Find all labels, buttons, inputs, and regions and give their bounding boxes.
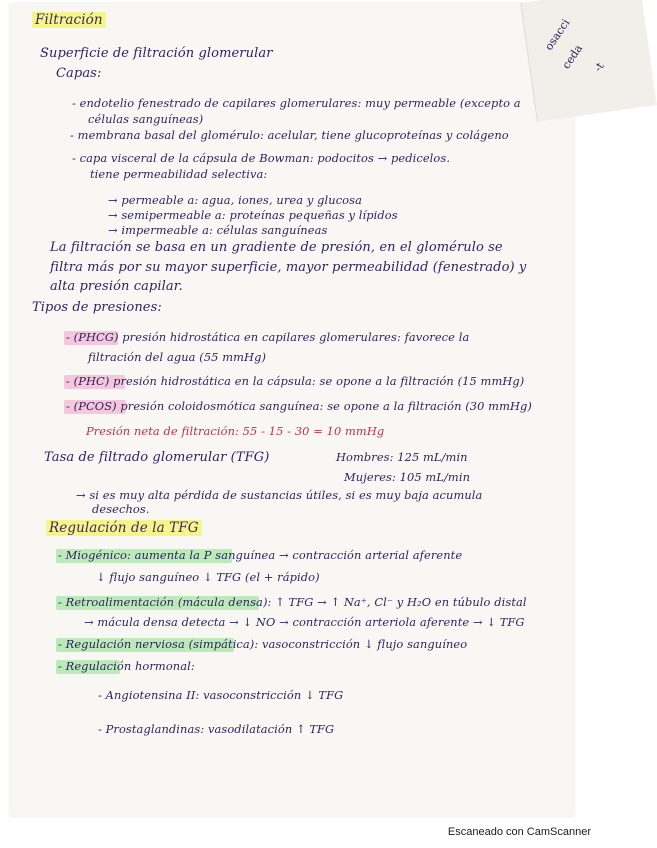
note-line: - Prostaglandinas: vasodilatación ↑ TFG: [98, 722, 335, 736]
note-line: alta presión capilar.: [50, 279, 183, 294]
net-pressure-line: Presión neta de filtración: 55 - 15 - 30 = 10 mmHg: [86, 424, 385, 438]
note-line: → si es muy alta pérdida de sustancias útiles, si es muy baja acumula: [76, 488, 483, 502]
scanner-watermark: Escaneado con CamScanner: [447, 826, 591, 838]
note-line: filtración del agua (55 mmHg): [88, 350, 267, 364]
note-line: desechos.: [92, 502, 150, 516]
note-line: - Retroalimentación (mácula densa): ↑ TFG → ↑ Na⁺, Cl⁻ y H₂O en túbulo distal: [58, 595, 527, 609]
note-line: → permeable a: agua, iones, urea y glucosa: [108, 193, 362, 207]
note-line: - Regulación hormonal:: [58, 659, 195, 673]
corner-text-3: -t: [591, 60, 607, 75]
notebook-page: [10, 4, 607, 816]
note-line: La filtración se basa en un gradiente de presión, en el glomérulo se: [50, 240, 503, 255]
note-line: - membrana basal del glomérulo: acelular, tiene glucoproteínas y colágeno: [70, 128, 509, 142]
note-line: → impermeable a: células sanguíneas: [108, 223, 328, 237]
note-line: - Angiotensina II: vasoconstricción ↓ TFG: [98, 688, 344, 702]
note-line: - endotelio fenestrado de capilares glomerulares: muy permeable (excepto a: [72, 96, 521, 110]
subheading-presiones: Tipos de presiones:: [32, 300, 162, 315]
subheading-superficie: Superficie de filtración glomerular: [40, 46, 273, 61]
note-line: filtra más por su mayor superficie, mayor permeabilidad (fenestrado) y: [50, 260, 527, 275]
corner-text-1: osacci: [542, 16, 573, 53]
tfg-men: Hombres: 125 mL/min: [336, 450, 468, 464]
corner-neighbor-page: [520, 0, 657, 122]
subheading-tfg: Tasa de filtrado glomerular (TFG): [44, 450, 270, 465]
note-line: - (PHC) presión hidrostática en la cápsula: se opone a la filtración (15 mmHg): [66, 374, 525, 388]
note-line: - capa visceral de la cápsula de Bowman: podocitos → pedicelos.: [72, 151, 451, 165]
note-line: → semipermeable a: proteínas pequeñas y lípidos: [108, 208, 398, 222]
note-line: tiene permeabilidad selectiva:: [90, 167, 268, 181]
corner-text-2: ceda: [559, 42, 586, 72]
tfg-women: Mujeres: 105 mL/min: [344, 470, 471, 484]
note-line: → mácula densa detecta → ↓ NO → contracción arteriola aferente → ↓ TFG: [84, 615, 525, 629]
heading-regulacion: Regulación de la TFG: [46, 520, 202, 536]
note-line: - Miogénico: aumenta la P sanguínea → contracción arterial aferente: [58, 548, 463, 562]
label-capas: Capas:: [56, 66, 102, 81]
note-line: - (PCOS) presión coloidosmótica sanguínea: se opone a la filtración (30 mmHg): [66, 399, 532, 413]
note-line: - Regulación nerviosa (simpática): vasoconstricción ↓ flujo sanguíneo: [58, 637, 468, 651]
note-line: células sanguíneas): [88, 112, 204, 126]
note-line: ↓ flujo sanguíneo ↓ TFG (el + rápido): [96, 570, 320, 584]
heading-filtracion: Filtración: [32, 12, 106, 28]
note-line: - (PHCG) presión hidrostática en capilares glomerulares: favorece la: [66, 330, 470, 344]
